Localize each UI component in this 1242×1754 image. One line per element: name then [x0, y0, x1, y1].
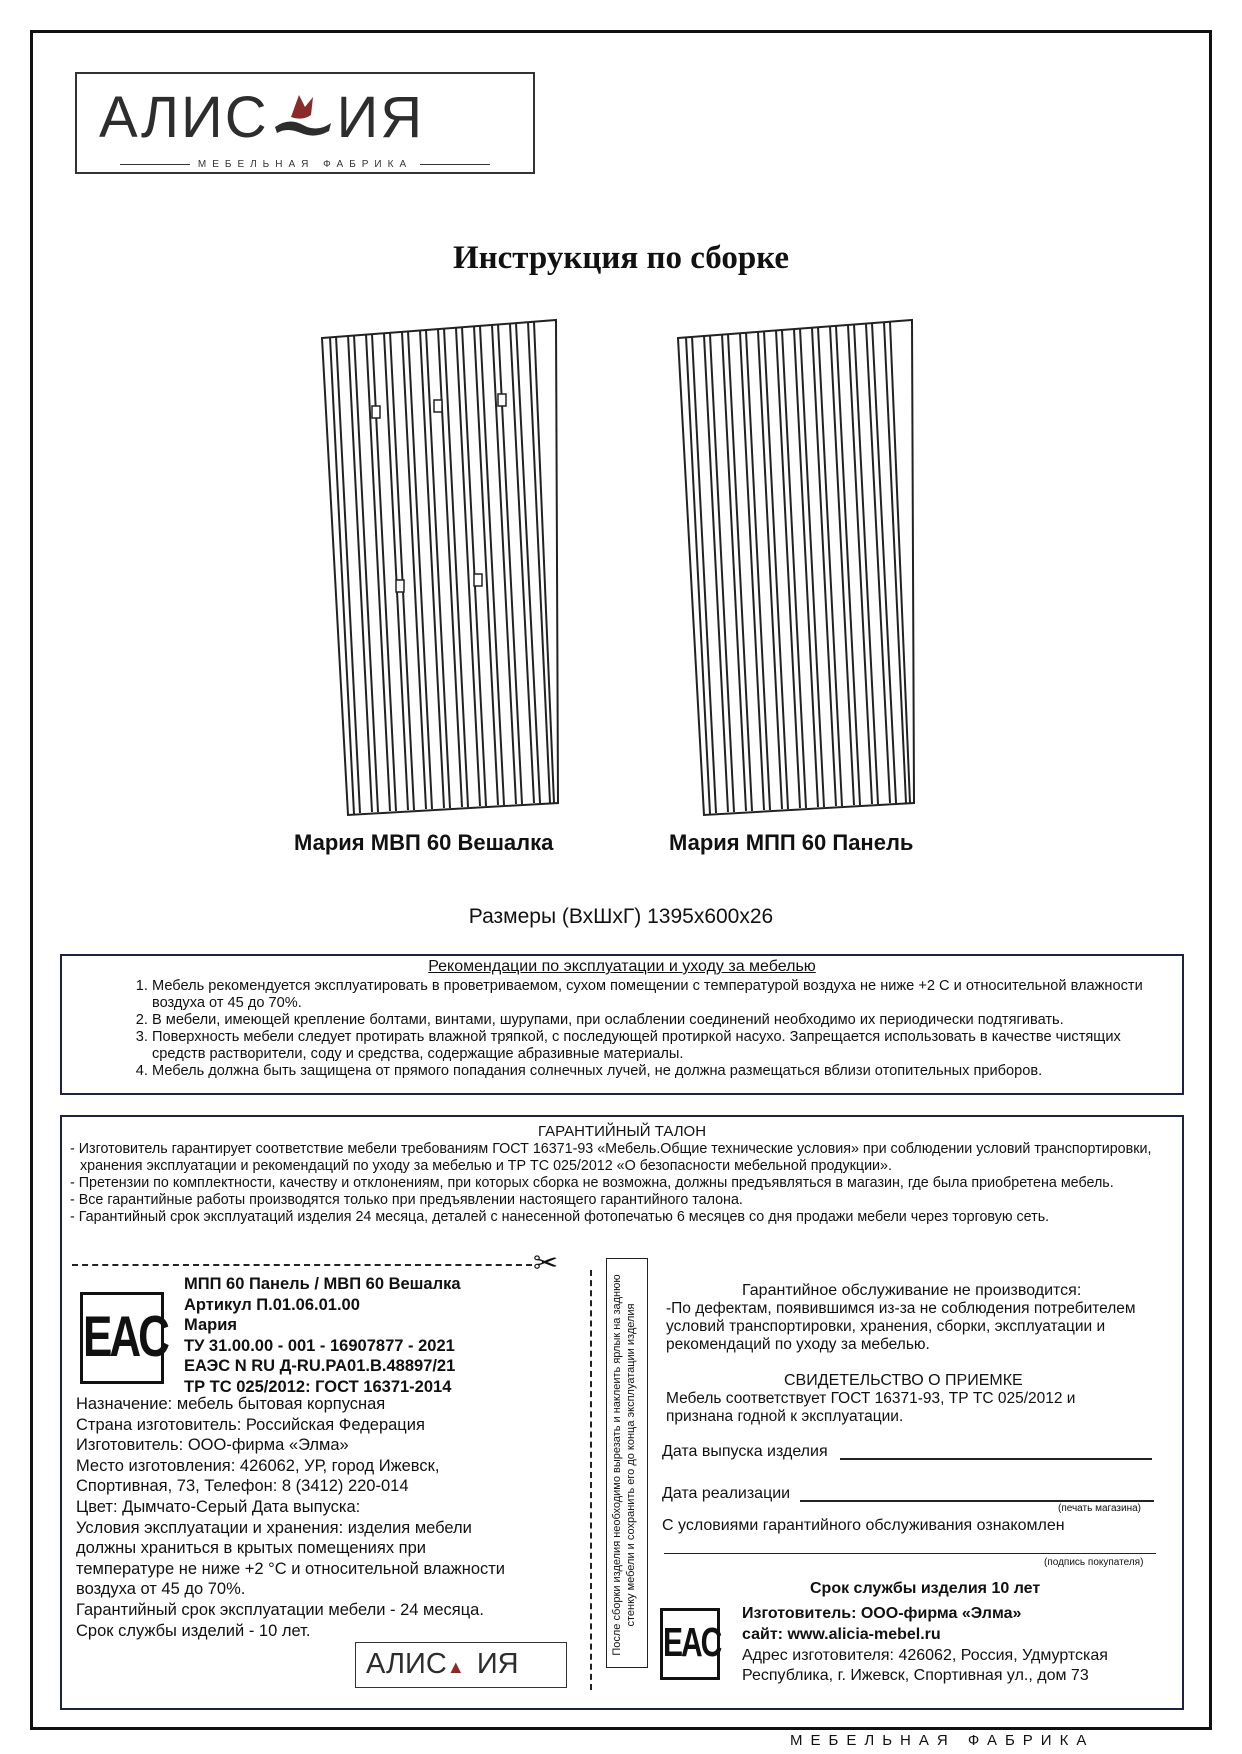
agree-text: С условиями гарантийного обслуживания ознакомлен	[662, 1517, 1065, 1534]
care-item: 3. Поверхность мебели следует протирать влажной тряпкой, с последующей протиркой насухо. Запрещается использовать в качестве чистящих средств растворители, соду и средства, содержащие абразивные материалы.	[152, 1029, 1162, 1063]
address-line-2: Республика, г. Ижевск, Спортивная ул., дом 73	[742, 1667, 1089, 1684]
fox-emblem-icon	[269, 84, 337, 151]
release-date-label: Дата выпуска изделия	[662, 1443, 828, 1460]
label-info-line: воздуха от 45 до 70%.	[76, 1580, 246, 1599]
warranty-item: - Гарантийный срок эксплуатаций изделия 24 месяца, деталей с нанесенной фотопечатью 6 месяцев со дня продажи мебели через торговую сеть.	[70, 1209, 1050, 1225]
acceptance-list	[666, 1390, 1075, 1426]
vertical-note	[610, 1265, 648, 1665]
vertical-note-text: После сборки изделия необходимо вырезать и наклеить ярлык на заднюю стенку мебели и сохранить его до конца эксплуатации изделия	[611, 1274, 637, 1656]
label-logo	[355, 1642, 567, 1688]
label-bold-line: ЕАЭС N RU Д-RU.PA01.B.48897/21	[184, 1357, 456, 1375]
label-info-line: Место изготовления: 426062, УР, город Ижевск,	[76, 1456, 440, 1475]
acceptance-title: СВИДЕТЕЛЬСТВО О ПРИЕМКЕ	[784, 1372, 1023, 1389]
label-logo-right: ИЯ	[476, 1648, 519, 1680]
label-info-line: Изготовитель: ООО-фирма «Элма»	[76, 1436, 349, 1455]
no-service-list	[666, 1300, 1136, 1354]
no-service-line: -По дефектам, появившимся из-за не соблюдения потребителем	[666, 1300, 1136, 1317]
label-info-line: Спортивная, 73, Телефон: 8 (3412) 220-014	[76, 1477, 409, 1496]
acceptance-line: Мебель соответствует ГОСТ 16371-93, ТР ТС 025/2012 и	[666, 1390, 1076, 1407]
label-info-line: должны храниться в крытых помещениях при	[76, 1539, 426, 1558]
hanger-panel-illustration	[320, 318, 560, 818]
store-stamp-note: (печать магазина)	[1058, 1503, 1141, 1514]
logo-word-left: АЛИС	[99, 85, 269, 150]
dimensions-text: Размеры (ВхШхГ) 1395х600х26	[468, 905, 774, 928]
eac-mark-right	[660, 1608, 720, 1680]
cut-line-top	[72, 1264, 532, 1266]
care-item: 1. Мебель рекомендуется эксплуатировать в проветриваемом, сухом помещении с температурой воздуха не ниже +2 С и относительной влажности воздуха от 45 до 70%.	[152, 978, 1162, 1012]
label-info-line: температуре не ниже +2 °С и относительной влажности	[76, 1559, 506, 1578]
maker-text: Изготовитель: ООО-фирма «Элма»	[742, 1605, 1022, 1622]
site-text: сайт: www.alicia-mebel.ru	[742, 1626, 941, 1643]
logo-wordmark	[99, 84, 424, 151]
label-info-line: Срок службы изделий - 10 лет.	[76, 1621, 311, 1640]
care-list	[92, 978, 1162, 1080]
acceptance-line: признана годной к эксплуатации.	[666, 1408, 904, 1425]
service-life: Срок службы изделия 10 лет	[810, 1580, 1041, 1597]
no-service-title: Гарантийное обслуживание не производится:	[742, 1282, 1082, 1299]
label-bold-line: Артикул П.01.06.01.00	[184, 1295, 360, 1314]
care-item: 2. В мебели, имеющей крепление болтами, винтами, шурупами, при ослаблении соединений необходимо их периодически подтягивать.	[152, 1012, 1162, 1029]
label-info-line: Цвет: Дымчато-Серый Дата выпуска:	[76, 1497, 361, 1516]
no-service-line: рекомендаций по уходу за мебелью.	[666, 1336, 930, 1353]
address-line-1: Адрес изготовителя: 426062, Россия, Удмуртская	[742, 1647, 1108, 1664]
sale-date-label: Дата реализации	[662, 1485, 791, 1502]
label-bold-line: МПП 60 Панель / МВП 60 Вешалка	[184, 1275, 461, 1293]
label-logo-left: АЛИС	[366, 1648, 447, 1680]
label-info-line: Гарантийный срок эксплуатации мебели - 24 месяца.	[76, 1600, 484, 1619]
logo-word-right: ИЯ	[336, 85, 425, 150]
no-service-line: условий транспортировки, хранения, сборки, эксплуатации и	[666, 1318, 1106, 1335]
label-info-block	[76, 1394, 505, 1641]
release-date-field[interactable]	[840, 1458, 1152, 1460]
warranty-item: - Претензии по комплектности, качеству и отклонениям, при которых сборка не возможна, должны предъявляться в магазин, где была приобретена мебель.	[70, 1175, 1114, 1191]
cut-line-vertical	[590, 1270, 592, 1690]
care-title: Рекомендации по эксплуатации и уходу за мебелью	[428, 958, 816, 975]
label-info-line: Страна изготовитель: Российская Федерация	[76, 1415, 425, 1434]
scissors-icon: ✂	[533, 1247, 559, 1280]
buyer-sign-note: (подпись покупателя)	[1044, 1557, 1144, 1568]
warranty-list	[68, 1141, 1176, 1226]
logo-subtitle: МЕБЕЛЬНАЯ ФАБРИКА	[77, 159, 533, 170]
sale-date-field[interactable]	[800, 1500, 1154, 1502]
footer-brand: МЕБЕЛЬНАЯ ФАБРИКА	[790, 1732, 1095, 1749]
wall-panel-illustration	[676, 318, 916, 818]
warranty-item: - Изготовитель гарантирует соответствие мебели требованиям ГОСТ 16371-93 «Мебель.Общие технические условия» при соблюдении условий транспортировки, хранения эксплуатации и рекомендаций по уходу за мебелью и ТР ТС 025/2012 «О безопасности мебельной продукции».	[70, 1141, 1152, 1174]
buyer-sign-field[interactable]	[664, 1553, 1156, 1554]
eac-mark-right-text: EAC	[663, 1621, 721, 1666]
eac-mark-text: EAC	[83, 1305, 167, 1370]
eac-mark	[80, 1292, 167, 1384]
label-bold-line: Мария	[184, 1316, 237, 1334]
page-title: Инструкция по сборке	[452, 240, 790, 276]
warranty-item: - Все гарантийные работы производятся только при предъявлении настоящего гарантийного талона.	[70, 1192, 743, 1208]
warranty-title: ГАРАНТИЙНЫЙ ТАЛОН	[537, 1123, 707, 1140]
label-info-line: Условия эксплуатации и хранения: изделия мебели	[76, 1518, 472, 1537]
label-bold-line: ТУ 31.00.00 - 001 - 16907877 - 2021	[184, 1336, 455, 1355]
care-item: 4. Мебель должна быть защищена от прямого попадания солнечных лучей, не должна размещаться вблизи отопительных приборов.	[152, 1063, 1162, 1080]
fox-emblem-small-icon: ▲	[446, 1657, 465, 1677]
label-bold-block	[184, 1274, 461, 1397]
label-bold-line: ТР ТС 025/2012: ГОСТ 16371-2014	[184, 1377, 452, 1396]
product-caption-hanger: Мария МВП 60 Вешалка	[294, 830, 554, 855]
product-caption-panel: Мария МПП 60 Панель	[669, 830, 914, 855]
label-info-line: Назначение: мебель бытовая корпусная	[76, 1395, 386, 1413]
care-recommendations	[60, 954, 1184, 1095]
brand-logo	[75, 72, 535, 174]
